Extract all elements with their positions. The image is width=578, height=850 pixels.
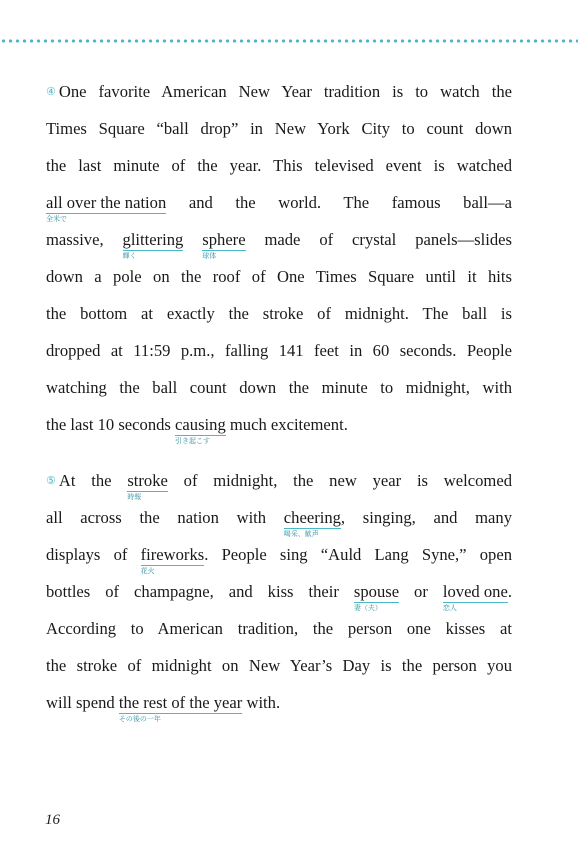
text-line bbox=[46, 193, 512, 230]
text-line bbox=[46, 267, 512, 304]
glossed-phrase bbox=[175, 415, 226, 445]
text-line bbox=[46, 341, 512, 378]
text-segment: and the world. The famous ball—a bbox=[166, 193, 512, 212]
text-segment: bottles of champagne, and kiss their bbox=[46, 582, 354, 601]
text-segment: the stroke of midnight on New Year’s Day is the person you bbox=[46, 656, 512, 675]
text-line bbox=[46, 508, 512, 545]
text-line bbox=[46, 656, 512, 693]
text-segment: the bottom at exactly the stroke of midnight. The ball is bbox=[46, 304, 512, 323]
text-segment: displays of bbox=[46, 545, 141, 564]
text-segment: . People sing “Auld Lang Syne,” open bbox=[204, 545, 513, 564]
text-segment: Times Square “ball drop” in New York City to count down bbox=[46, 119, 512, 138]
text-line bbox=[46, 693, 512, 730]
glossed-word: stroke bbox=[127, 471, 168, 490]
text-segment: the last 10 seconds bbox=[46, 415, 176, 434]
text-line bbox=[46, 119, 512, 156]
glossed-word: cheering bbox=[283, 508, 341, 527]
text-segment: much excitement. bbox=[225, 415, 348, 434]
text-segment: massive, bbox=[46, 230, 123, 249]
gloss-annotation: その後の一年 bbox=[118, 715, 161, 723]
text-line bbox=[46, 415, 512, 452]
gloss-annotation: 輝く bbox=[122, 252, 137, 260]
text-segment: dropped at 11:59 p.m., falling 141 feet in 60 seconds. People bbox=[46, 341, 512, 360]
text-line bbox=[46, 230, 512, 267]
glossed-phrase bbox=[140, 545, 205, 575]
glossed-phrase bbox=[353, 582, 400, 612]
text-segment: will spend bbox=[46, 693, 119, 712]
dotted-top-border bbox=[0, 39, 578, 43]
glossed-word: causing bbox=[175, 415, 226, 434]
gloss-annotation: 花火 bbox=[140, 567, 155, 575]
glossed-word: spouse bbox=[353, 582, 400, 601]
gloss-annotation: 喝采、歓声 bbox=[283, 530, 319, 538]
glossed-word: fireworks bbox=[140, 545, 205, 564]
glossed-word: sphere bbox=[202, 230, 246, 249]
text-line bbox=[46, 156, 512, 193]
text-line bbox=[46, 545, 512, 582]
paragraph-number: ⑤ bbox=[46, 474, 56, 487]
glossed-phrase bbox=[127, 471, 168, 501]
text-segment: , singing, and many bbox=[340, 508, 513, 527]
page-number: 16 bbox=[45, 812, 60, 828]
glossed-word: all over the nation bbox=[46, 193, 167, 212]
glossed-phrase bbox=[118, 693, 243, 723]
glossed-word: loved one bbox=[442, 582, 508, 601]
gloss-annotation: 恋人 bbox=[442, 604, 457, 612]
text-line bbox=[46, 582, 512, 619]
text-segment: down a pole on the roof of One Times Square until it hits bbox=[46, 267, 512, 286]
text-segment: watching the ball count down the minute to midnight, with bbox=[46, 378, 512, 397]
text-segment: the last minute of the year. This televised event is watched bbox=[46, 156, 512, 175]
gloss-annotation: 時報 bbox=[127, 493, 142, 501]
text-line bbox=[46, 82, 512, 119]
text-line bbox=[46, 471, 512, 508]
gloss-annotation: 妻（夫） bbox=[353, 604, 382, 612]
text-segment: all across the nation with bbox=[46, 508, 284, 527]
text-segment: of midnight, the new year is welcomed bbox=[167, 471, 512, 490]
text-line bbox=[46, 619, 512, 656]
text-segment: made of crystal panels—slides bbox=[245, 230, 512, 249]
text-segment: According to American tradition, the person one kisses at bbox=[46, 619, 512, 638]
glossed-phrase bbox=[202, 230, 246, 260]
glossed-phrase bbox=[442, 582, 508, 612]
text-segment: At the bbox=[58, 471, 128, 490]
glossed-phrase bbox=[46, 193, 167, 223]
glossed-phrase bbox=[283, 508, 341, 538]
glossed-word: glittering bbox=[122, 230, 184, 249]
text-line bbox=[46, 378, 512, 415]
gloss-annotation: 球体 bbox=[202, 252, 217, 260]
text-segment: with. bbox=[242, 693, 281, 712]
text-segment: One favorite American New Year tradition is to watch the bbox=[58, 82, 512, 101]
gloss-annotation: 全米で bbox=[46, 215, 67, 223]
glossed-word: the rest of the year bbox=[118, 693, 243, 712]
text-line bbox=[46, 304, 512, 341]
gloss-annotation: 引き起こす bbox=[175, 437, 211, 445]
text-segment: or bbox=[399, 582, 443, 601]
paragraph-number: ④ bbox=[46, 85, 56, 98]
text-segment: . bbox=[507, 582, 512, 601]
glossed-phrase bbox=[122, 230, 184, 260]
